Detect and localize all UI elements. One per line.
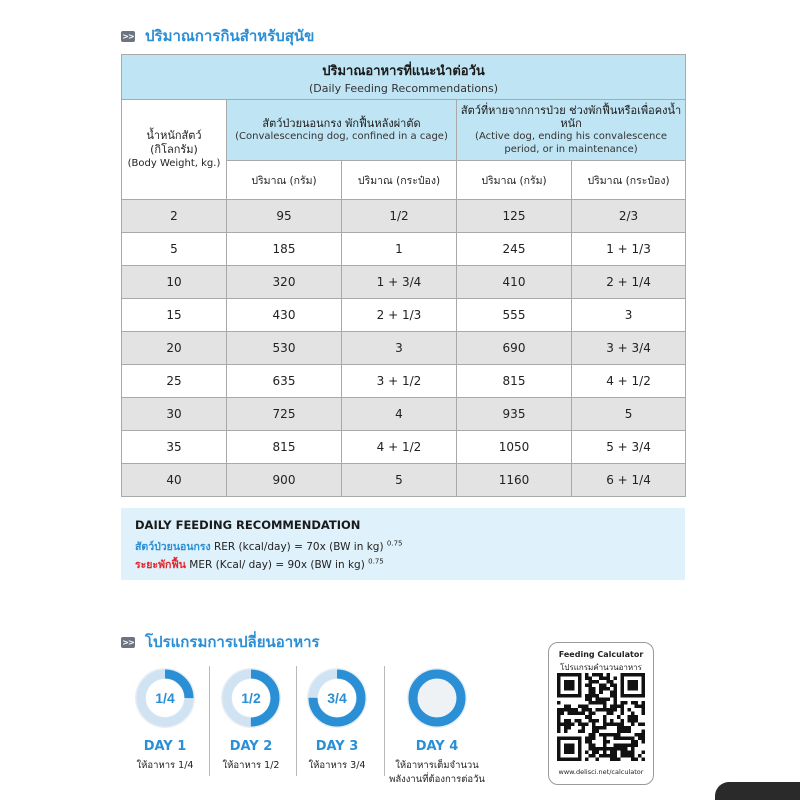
mer-text: MER (Kcal/ day) = 90x (BW in kg) [185, 559, 369, 571]
qr-url: www.delisci.net/calculator [558, 768, 644, 776]
table-cell: 2 [122, 200, 227, 233]
group1-en: (Convalescencing dog, confined in a cage) [235, 131, 448, 142]
group-header-active [457, 100, 686, 161]
transition-day [385, 660, 489, 787]
day-description: ให้อาหาร 1/2 [222, 760, 280, 771]
qr-code-icon[interactable] [557, 673, 645, 761]
formula-title: DAILY FEEDING RECOMMENDATION [135, 518, 361, 532]
table-cell: 530 [227, 332, 342, 365]
transition-program [121, 660, 541, 790]
corner-shape [715, 782, 800, 800]
table-title-en: (Daily Feeding Recommendations) [309, 81, 499, 95]
table-cell: 3 [342, 332, 457, 365]
group-header-convalescent [227, 100, 457, 161]
feeding-calculator-qr-card[interactable] [548, 642, 654, 785]
table-cell: 320 [227, 266, 342, 299]
table-row [122, 464, 686, 497]
day-label: DAY 2 [229, 739, 273, 754]
table-title [122, 55, 686, 100]
mer-exponent: 0.75 [368, 557, 384, 566]
table-cell: 40 [122, 464, 227, 497]
double-chevron-icon: >> [122, 31, 134, 41]
subheader-cans-2: ปริมาณ (กระป๋อง) [572, 161, 686, 200]
progress-ring [304, 665, 370, 731]
table-cell: 3 + 3/4 [572, 332, 686, 365]
rer-text: RER (kcal/day) = 70x (BW in kg) [210, 541, 387, 553]
table-cell: 4 + 1/2 [572, 365, 686, 398]
group1-th: สัตว์ป่วยนอนกรง พักฟื้นหลังผ่าตัด [262, 117, 421, 130]
table-row [122, 266, 686, 299]
table-cell: 125 [457, 200, 572, 233]
table-cell: 555 [457, 299, 572, 332]
table-cell: 1160 [457, 464, 572, 497]
table-row [122, 365, 686, 398]
table-cell: 5 + 3/4 [572, 431, 686, 464]
subheader-grams-1: ปริมาณ (กรัม) [227, 161, 342, 200]
section-heading-feeding [121, 24, 314, 48]
qr-subtitle: โปรแกรมคำนวนอาหาร [560, 663, 642, 672]
progress-ring [404, 665, 470, 731]
rer-exponent: 0.75 [386, 539, 403, 548]
section-title: ปริมาณการกินสำหรับสุนัข [145, 27, 315, 45]
table-row [122, 299, 686, 332]
rer-label: สัตว์ป่วยนอนกรง [135, 541, 211, 553]
table-cell: 4 + 1/2 [342, 431, 457, 464]
table-cell: 690 [457, 332, 572, 365]
section-title: โปรแกรมการเปลี่ยนอาหาร [145, 633, 320, 651]
table-cell: 430 [227, 299, 342, 332]
table-cell: 5 [572, 398, 686, 431]
transition-day [207, 660, 295, 773]
table-cell: 5 [122, 233, 227, 266]
table-cell: 1050 [457, 431, 572, 464]
table-cell: 2/3 [572, 200, 686, 233]
subheader-cans-1: ปริมาณ (กระป๋อง) [342, 161, 457, 200]
body-weight-unit: (กิโลกรัม) [150, 142, 198, 156]
table-cell: 635 [227, 365, 342, 398]
fraction-label: 3/4 [327, 690, 347, 706]
rer-formula [135, 538, 403, 555]
table-row [122, 398, 686, 431]
table-row [122, 200, 686, 233]
table-cell: 3 [572, 299, 686, 332]
day-description-line1: ให้อาหารเต็มจำนวน [395, 760, 479, 771]
table-cell: 35 [122, 431, 227, 464]
table-cell: 1/2 [342, 200, 457, 233]
table-title-th: ปริมาณอาหารที่แนะนำต่อวัน [322, 63, 485, 79]
day-label: DAY 4 [415, 739, 459, 754]
table-cell: 245 [457, 233, 572, 266]
table-cell: 1 + 1/3 [572, 233, 686, 266]
mer-label: ระยะพักฟื้น [135, 559, 186, 571]
table-cell: 815 [457, 365, 572, 398]
group2-en: (Active dog, ending his convalescence period, or in maintenance) [475, 131, 667, 155]
table-cell: 185 [227, 233, 342, 266]
day-label: DAY 1 [143, 739, 187, 754]
table-cell: 2 + 1/4 [572, 266, 686, 299]
section-heading-transition [121, 630, 320, 654]
day-description-line2: พลังงานที่ต้องการต่อวัน [389, 774, 485, 785]
body-weight-th: น้ำหนักสัตว์ [146, 128, 202, 142]
table-cell: 20 [122, 332, 227, 365]
feeding-table [121, 54, 686, 497]
table-cell: 5 [342, 464, 457, 497]
fraction-label: 1/4 [155, 690, 175, 706]
table-cell: 95 [227, 200, 342, 233]
table-cell: 30 [122, 398, 227, 431]
transition-day [293, 660, 381, 773]
table-cell: 410 [457, 266, 572, 299]
table-cell: 725 [227, 398, 342, 431]
fraction-label: 1/2 [241, 690, 261, 706]
table-row [122, 332, 686, 365]
table-row [122, 233, 686, 266]
table-cell: 935 [457, 398, 572, 431]
table-cell: 4 [342, 398, 457, 431]
subheader-grams-2: ปริมาณ (กรัม) [457, 161, 572, 200]
table-cell: 2 + 1/3 [342, 299, 457, 332]
table-row [122, 431, 686, 464]
table-cell: 15 [122, 299, 227, 332]
double-chevron-icon: >> [122, 637, 134, 647]
table-cell: 6 + 1/4 [572, 464, 686, 497]
qr-title: Feeding Calculator [558, 650, 644, 659]
mer-formula [135, 556, 384, 573]
table-cell: 25 [122, 365, 227, 398]
feeding-formula-box [121, 508, 685, 580]
body-weight-en: (Body Weight, kg.) [127, 157, 221, 169]
day-description: ให้อาหาร 1/4 [136, 760, 194, 771]
body-weight-header [122, 100, 227, 200]
table-cell: 10 [122, 266, 227, 299]
transition-day [121, 660, 209, 773]
day-description [385, 759, 489, 787]
table-cell: 1 + 3/4 [342, 266, 457, 299]
day-description: ให้อาหาร 3/4 [308, 760, 366, 771]
table-cell: 900 [227, 464, 342, 497]
table-cell: 3 + 1/2 [342, 365, 457, 398]
progress-ring [218, 665, 284, 731]
progress-ring [132, 665, 198, 731]
table-cell: 815 [227, 431, 342, 464]
table-cell: 1 [342, 233, 457, 266]
day-label: DAY 3 [315, 739, 359, 754]
group2-th: สัตว์ที่หายจากการป่วย ช่วงพักฟื้นหรือเพื่อคงน้ำหนัก [460, 104, 682, 130]
